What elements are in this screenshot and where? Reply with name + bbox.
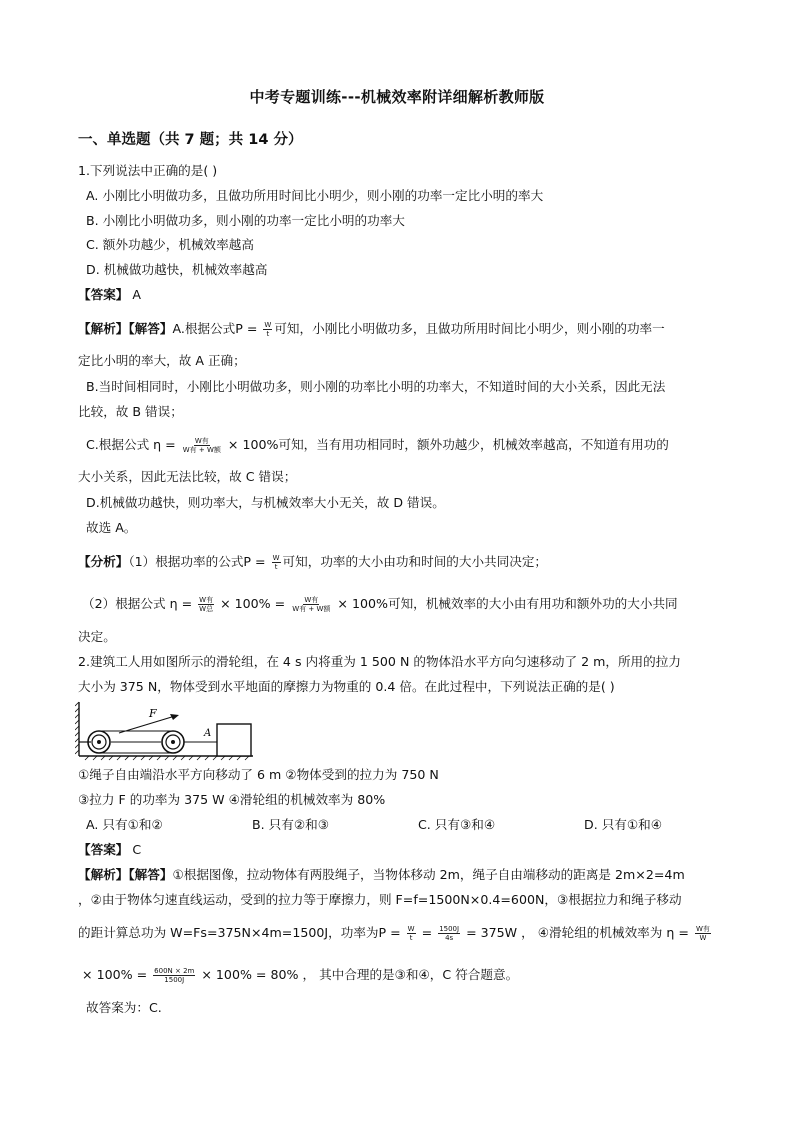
q1-exp-line2: 定比小明的率大，故 A 正确； [78,353,246,368]
q2-stem-line2: 大小为 375 N，物体受到水平地面的摩擦力为物重的 0.4 倍。在此过程中，下列说法正确的是( ) [78,679,615,694]
q1-exp-line6: 大小关系，因此无法比较，故 C 错误； [78,469,297,484]
analysis-label: 【分析】 [78,554,129,569]
q2-exp-line5: 故答案为：C. [86,1000,162,1015]
formula-power-wt: $\frac{W}{t}$ [407,925,415,942]
q1-exp-line8: 故选 A。 [86,520,137,535]
formula-power: $\frac{W}{t}$ [272,554,280,571]
answer-value: A [132,287,142,302]
formula-w-over-t: $\frac{W}{t}$ [264,321,272,338]
q2-answer [78,841,141,859]
formula-eff-sum: $\frac{\text{W有}}{\text{W有 + W额}}$ [292,596,331,613]
q1-option-b: B. 小刚比小明做功多，则小刚的功率一定比小明的功率大 [86,213,405,228]
formula-eff-values: $\frac{600N \times 2m}{1500J}$ [154,967,195,984]
block-label-a: A [204,728,212,739]
q2-option-b: B. 只有②和③ [252,817,330,832]
formula-power-values: $\frac{1500J}{4s}$ [439,925,460,942]
formula-eff-total: $\frac{\text{W有}}{\text{W总}}$ [199,596,214,613]
q1-analysis-line3: 决定。 [78,629,116,644]
formula-efficiency: $\frac{\text{W有}}{\text{W有 + W额}}$ [182,437,221,454]
q2-option-a: A. 只有①和② [86,817,163,832]
q1-exp-line1: 【解析】【解答】A.根据公式P = $\frac{W}{t}$ 可知，小刚比小明做功多，且做功所用时间比小明少，则小刚的功率一 [78,321,665,338]
q2-exp-line4: × 100% = $\frac{600N \times 2m}{1500J}$ × 100% = 80% ， 其中合理的是③和④，C 符合题意。 [82,967,519,984]
q1-option-c: C. 额外功越少，机械效率越高 [86,237,254,252]
q1-exp-line4: 比较，故 B 错误； [78,404,183,419]
q1-exp-line5: C.根据公式 η = $\frac{\text{W有}}{\text{W有 + W额}}$ × 100%可知，当有用功相同时，额外功越少，机械效率越高，不知道有用功的 [86,437,669,454]
q1-analysis-line1: 【分析】（1）根据功率的公式P = $\frac{W}{t}$ 可知，功率的大小由功和时间的大小共同决定； [78,554,547,571]
q1-stem: 1.下列说法中正确的是( ) [78,163,218,178]
q2-exp-line2: ，②由于物体匀速直线运动，受到的拉力等于摩擦力，则 F=f=1500N×0.4=600N，③根据拉力和绳子移动 [78,892,682,907]
pulley-diagram [75,700,255,766]
explanation-label: 【解析】【解答】 [78,321,173,336]
q1-exp-line3: B.当时间相同时，小刚比小明做功多，则小刚的功率比小明的功率大，不知道时间的大小关系，因此无法 [86,379,666,394]
q2-statements-1: ①绳子自由端沿水平方向移动了 6 m ②物体受到的拉力为 750 N [78,767,439,782]
explanation-label: 【解析】【解答】 [78,867,173,882]
answer-value: C [132,842,142,857]
q1-option-d: D. 机械做功越快，机械效率越高 [86,262,268,277]
q1-analysis-line2: （2）根据公式 η = $\frac{\text{W有}}{\text{W总}}$ × 100% = $\frac{\text{W有}}{\text{W有 + W额}}$ × 100%可知，机械效率的大小由有用功和额外功的大小共同 [82,596,678,613]
q2-option-d: D. 只有①和④ [584,817,663,832]
q2-stem-line1: 2.建筑工人用如图所示的滑轮组，在 4 s 内将重为 1 500 N 的物体沿水平方向匀速移动了 2 m，所用的拉力 [78,654,681,669]
q2-statements-2: ③拉力 F 的功率为 375 W ④滑轮组的机械效率为 80% [78,792,386,807]
q2-option-c: C. 只有③和④ [418,817,496,832]
q1-option-a: A. 小刚比小明做功多，且做功所用时间比小明少，则小刚的功率一定比小明的率大 [86,188,544,203]
answer-label: 【答案】 [78,842,129,857]
answer-label: 【答案】 [78,287,129,302]
q2-exp-line1: 【解析】【解答】①根据图像，拉动物体有两股绳子，当物体移动 2m，绳子自由端移动的距离是 2m×2=4m [78,867,685,882]
q2-exp-line3: 的距计算总功为 W=Fs=375N×4m=1500J，功率为P = $\frac{W}{t}$ = $\frac{1500J}{4s}$ = 375W ， ④滑轮组的机械效率为 η = $\frac{\text{W有}}{W}$ [78,925,710,942]
q1-answer [78,286,141,304]
section-heading: 一、单选题（共 7 题；共 14 分） [78,132,303,148]
formula-eff-ratio: $\frac{\text{W有}}{W}$ [695,925,710,942]
q1-exp-line7: D.机械做功越快，则功率大，与机械效率大小无关，故 D 错误。 [86,495,445,510]
document-title: 中考专题训练---机械效率附详细解析教师版 [249,88,545,106]
force-label-f: F [149,707,157,720]
